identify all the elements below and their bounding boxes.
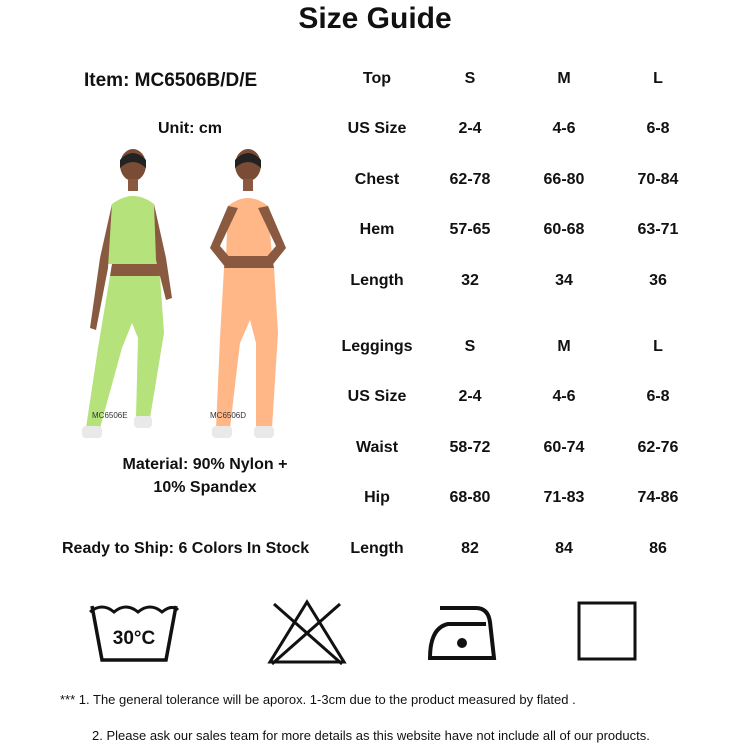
table-header: Top [362,70,392,87]
green-model-figure [82,149,172,438]
table-header: M [557,338,571,355]
table-cell: 6-8 [646,120,670,137]
table-cell: 68-80 [449,489,491,506]
table-cell: 66-80 [543,171,585,188]
wash-30-icon [86,598,182,664]
table-cell: 2-4 [458,388,482,405]
table-cell: Hip [364,489,390,506]
model-photo [60,148,310,448]
table-header: L [653,338,663,355]
table-cell: Chest [354,171,400,188]
table-cell: 63-71 [637,221,679,238]
table-header: M [557,70,571,87]
table-cell: 58-72 [449,439,491,456]
table-cell: 62-76 [637,439,679,456]
table-cell: 2-4 [458,120,482,137]
table-cell: 70-84 [637,171,679,188]
page-title: Size Guide [298,2,452,35]
table-cell: 62-78 [449,171,491,188]
table-cell: 57-65 [449,221,491,238]
table-cell: 86 [649,540,667,557]
orange-model-figure [210,149,286,438]
table-cell: 4-6 [552,388,576,405]
unit-label: Unit: cm [158,120,222,137]
table-cell: Hem [359,221,395,238]
table-cell: 34 [555,272,573,289]
table-cell: 32 [461,272,479,289]
table-header: S [464,70,476,87]
table-cell: 6-8 [646,388,670,405]
table-cell: US Size [347,120,407,137]
table-cell: 36 [649,272,667,289]
table-cell: US Size [347,388,407,405]
table-cell: 71-83 [543,489,585,506]
item-code: Item: MC6506B/D/E [84,70,258,91]
model-tag-e: MC6506E [92,411,128,420]
material-line-1: Material: 90% Nylon + [122,456,288,473]
table-cell: Length [350,540,404,557]
table-header: S [464,338,476,355]
wash-temperature: 30°C [112,628,156,649]
table-cell: 60-68 [543,221,585,238]
tolerance-note: *** 1. The general tolerance will be aporox. 1-3cm due to the product measured by flated . [60,692,576,707]
model-tag-d: MC6506D [210,411,247,420]
iron-low-icon [426,600,498,662]
tumble-dry-icon [577,601,637,661]
stock-status: Ready to Ship: 6 Colors In Stock [62,540,310,557]
table-cell: 74-86 [637,489,679,506]
do-not-bleach-icon [266,598,348,666]
table-cell: 82 [461,540,479,557]
table-cell: Length [350,272,404,289]
material-label [60,453,350,499]
table-header: Leggings [341,338,413,355]
table-cell: 4-6 [552,120,576,137]
sales-note: 2. Please ask our sales team for more details as this website have not include all of our products. [92,728,650,743]
table-header: L [653,70,663,87]
table-cell: Waist [355,439,399,456]
table-cell: 84 [555,540,573,557]
table-cell: 60-74 [543,439,585,456]
material-line-2: 10% Spandex [153,479,257,496]
